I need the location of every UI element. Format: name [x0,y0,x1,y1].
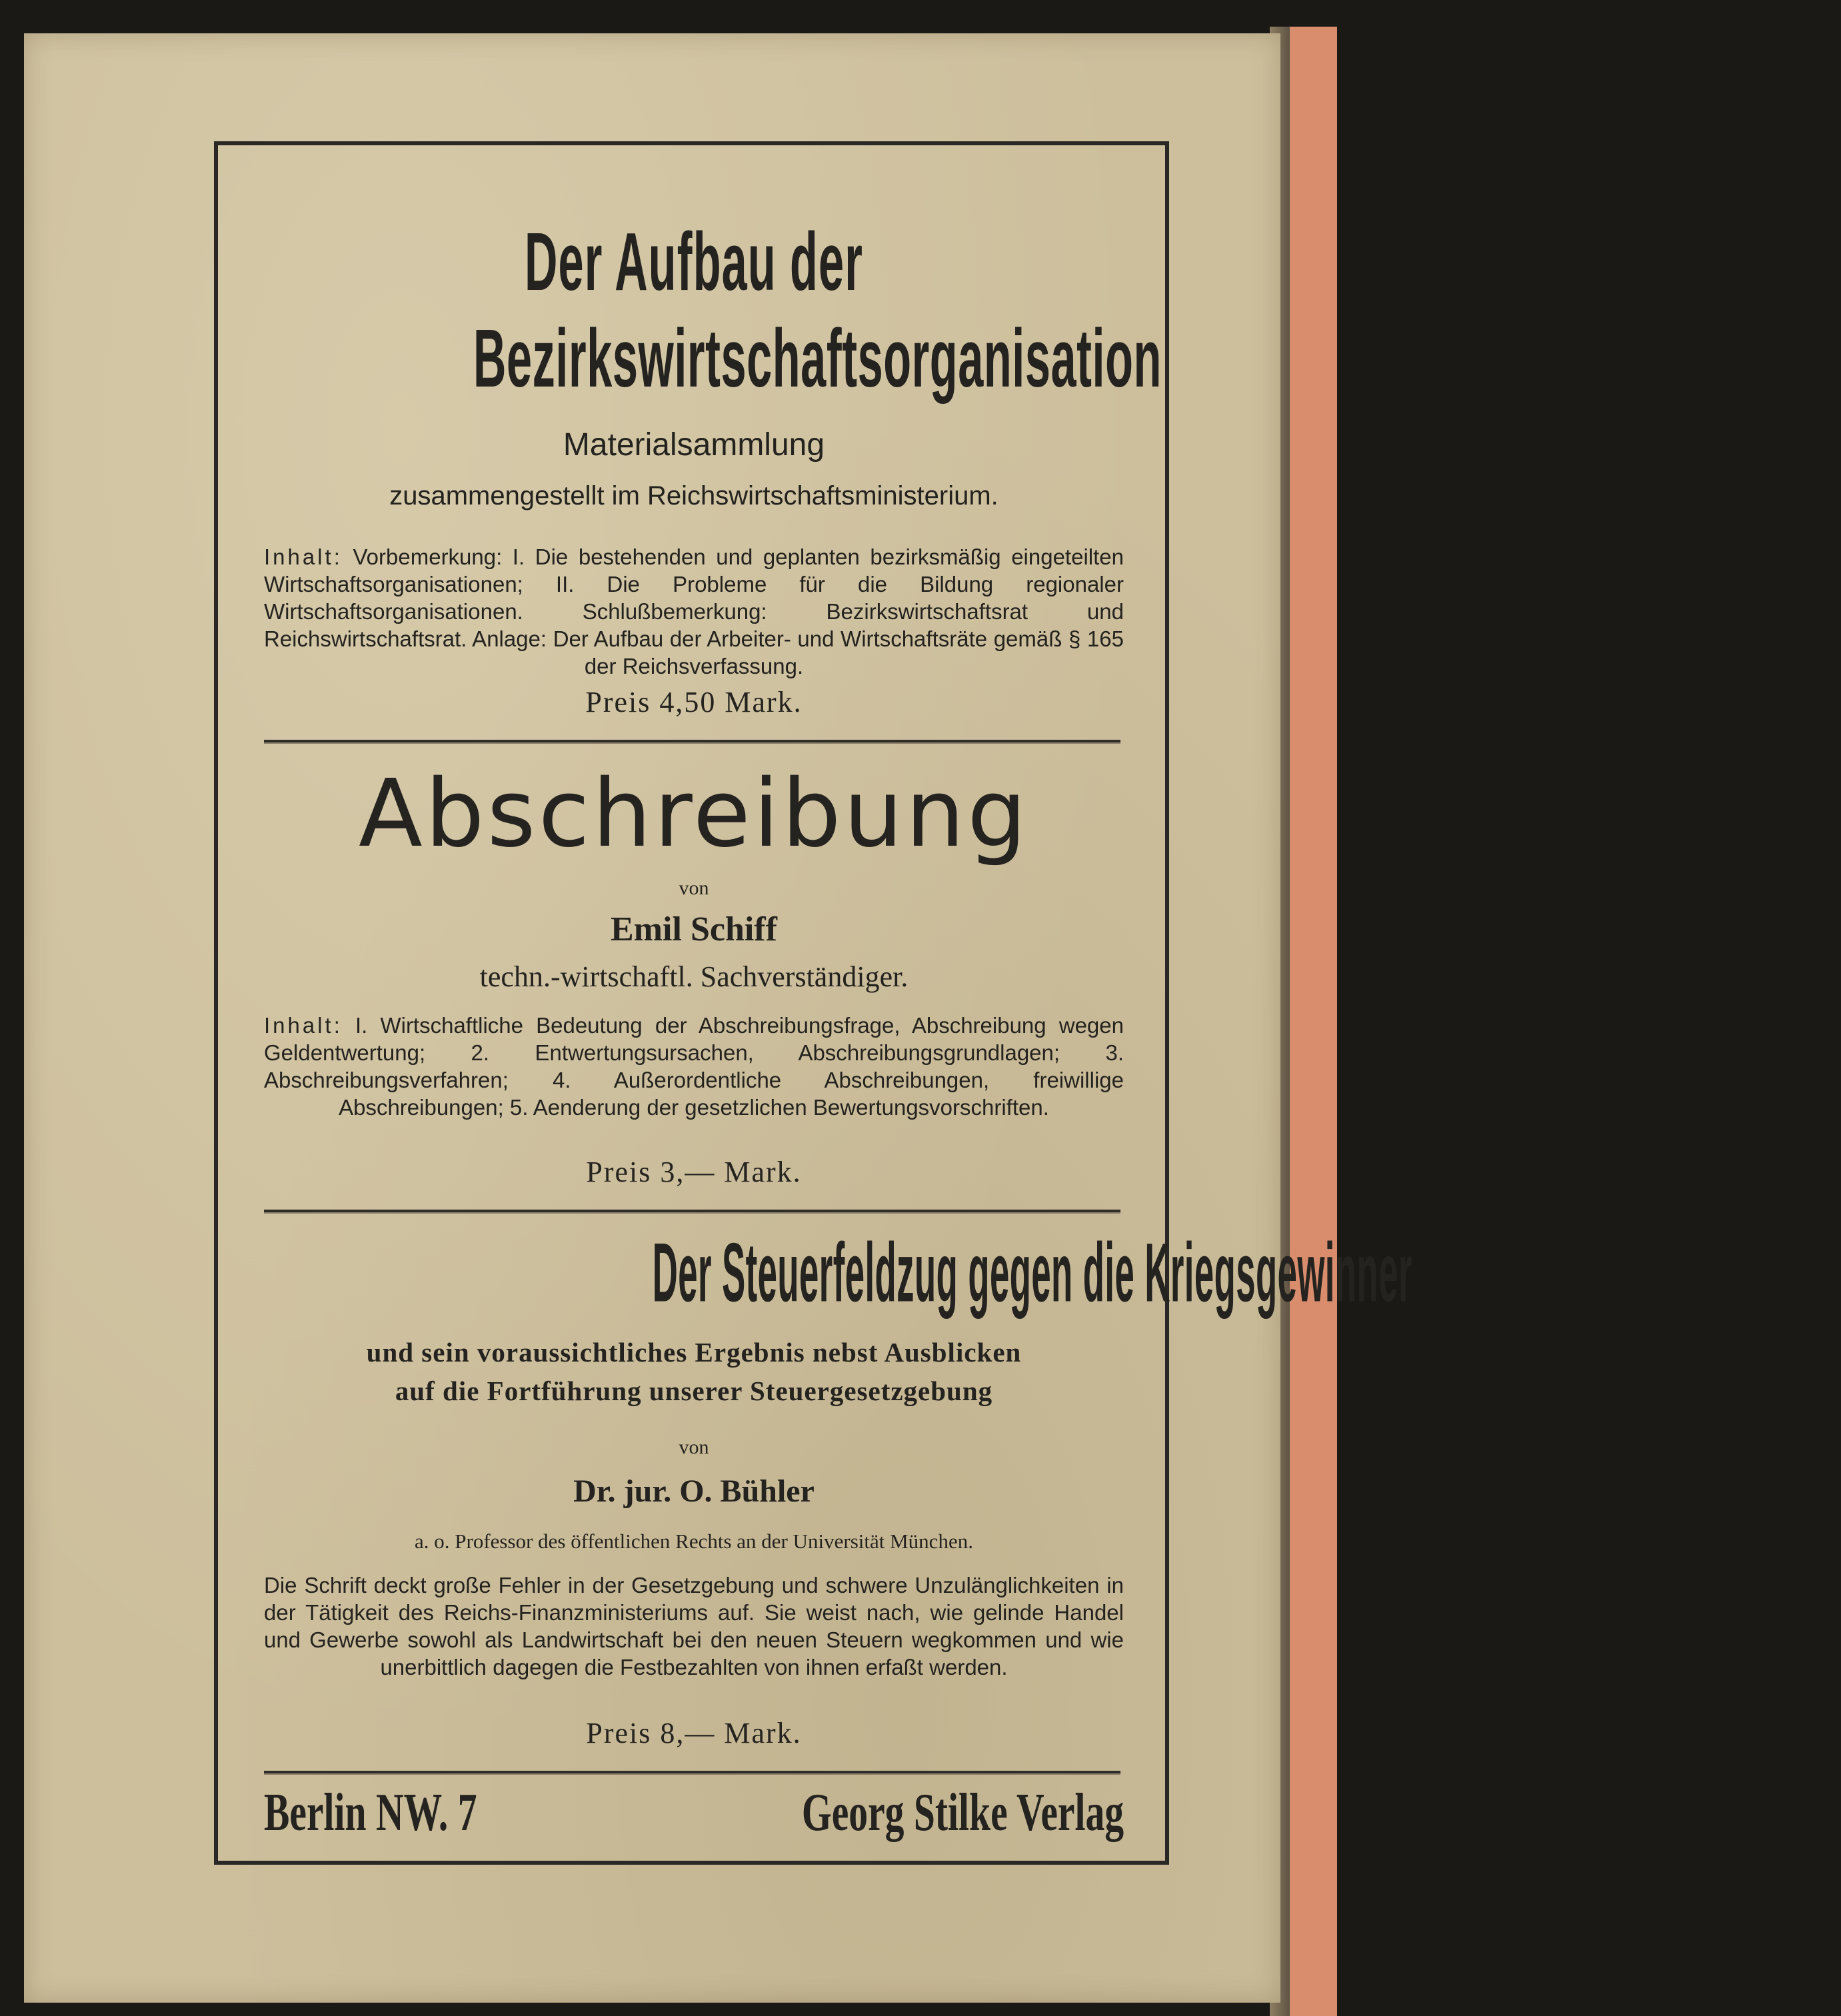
book2-contents [264,1012,1124,1121]
book2-author-role: techn.-wirtschaftl. Sachverständiger. [479,960,909,993]
back-cover-edge [1283,27,1337,2016]
book1-contents-text: Vorbemerkung: I. Die bestehenden und geplanten bezirksmäßig eingeteilten Wirtschaftsorganisationen; II. Die Probleme für die Bildung regionaler Wirtschaftsorganisationen. Schlußbemerkung: Bezirkswirtschaftsrat und Reichswirtschaftsrat. Anlage: Der Aufbau der Arbeiter- und Wirtschaftsräte gemäß § 165 der Reichsverfassung. [264,544,1124,678]
book1-subtitle: Materialsammlung [563,427,825,463]
book1-title-line2-block [224,313,1164,404]
book2-price: Preis 3,— Mark. [586,1156,802,1188]
book3-title: Der Steuerfeldzug gegen die Kriegsgewinner [652,1226,1412,1320]
publisher-location: Berlin NW. 7 [264,1783,477,1842]
book2-by: von [679,877,709,899]
book1-price: Preis 4,50 Mark. [585,686,803,718]
book3-author-role: a. o. Professor des öffentlichen Rechts an der Universität München. [415,1529,973,1553]
book3-price: Preis 8,— Mark. [586,1717,802,1749]
book2-author: Emil Schiff [611,910,777,948]
book1-title-line1: Der Aufbau der [524,215,864,309]
publisher-name: Georg Stilke Verlag [801,1783,1124,1842]
book3-title-block [224,1226,1412,1320]
book3-description: Die Schrift deckt große Fehler in der Gesetzgebung und schwere Unzulänglichkeiten in der Tätigkeit des Reichs-Finanzministeriums auf. Sie weist nach, wie gelinde Handel und Gewerbe sowohl als Landwirtschaft bei den neuen Steuern wegkommen und wie unerbittlich dagegen die Festbezahlten von ihnen erfaßt werden. [264,1573,1124,1679]
book1-title-line2: Bezirkswirtschaftsorganisation [473,312,1162,405]
book3-by: von [679,1436,709,1458]
book2-contents-label: Inhalt: [264,1013,343,1038]
book2-contents-text: I. Wirtschaftliche Bedeutung der Abschreibungsfrage, Abschreibung wegen Geldentwertung; 2. Entwertungsursachen, Abschreibungsgrundlagen; 3. Abschreibungsverfahren; 4. Außerordentliche Abschreibungen, freiwillige Abschreibungen; 5. Aenderung der gesetzlichen Bewertungsvorschriften. [264,1013,1124,1120]
book3-author: Dr. jur. O. Bühler [573,1474,815,1509]
book2-title: Abschreibung [359,760,1029,868]
divider-3 [264,1771,1120,1775]
divider-2 [264,1210,1120,1214]
divider-1 [264,740,1120,744]
book1-contents-label: Inhalt: [264,544,343,569]
advertisement-page [24,33,1412,2003]
book3-subtitle-line1: und sein voraussichtliches Ergebnis nebst Ausblicken [366,1337,1022,1368]
book1-title-line1-block [264,217,1124,307]
book3-subtitle-line2: auf die Fortführung unserer Steuergesetzgebung [395,1376,993,1406]
publisher-footer [264,1783,1124,1849]
book1-contents [264,543,1124,680]
book1-compiled-by: zusammengestellt im Reichswirtschaftsministerium. [389,481,998,510]
